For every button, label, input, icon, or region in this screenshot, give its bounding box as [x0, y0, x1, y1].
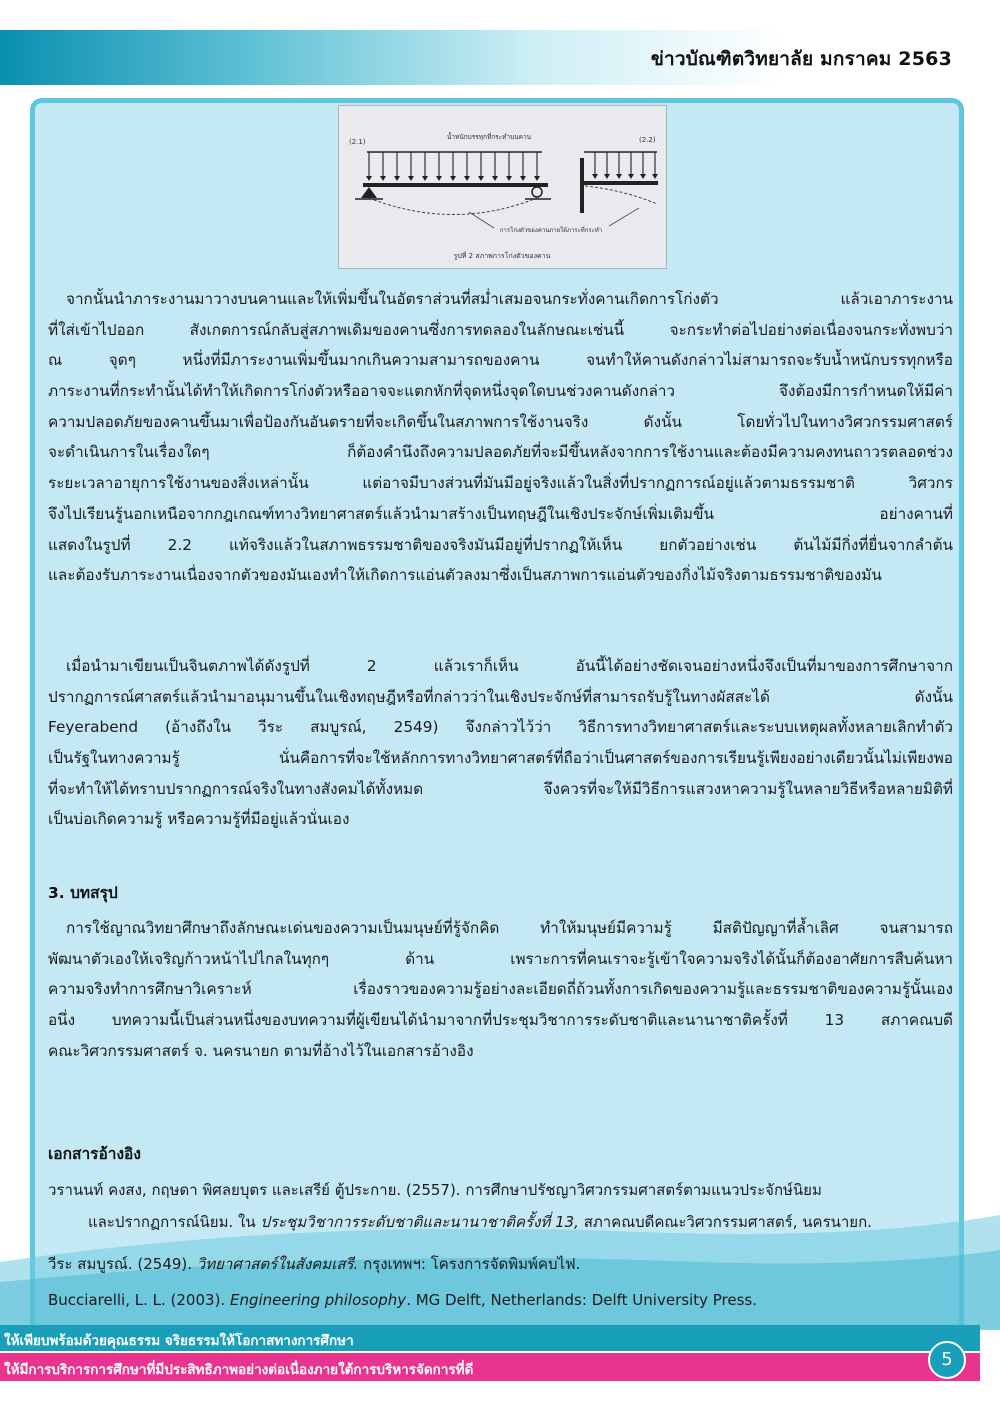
paragraph-line: เป็นรัฐในทางความรู้ นั่นคือการที่จะใช้หลักการทางวิทยาศาสตร์ที่ถือว่าเป็นศาสตร์ของการเรียนรู้เพียงอย่างเดียวนั้นไม่เพียงพอ: [48, 749, 953, 768]
paragraph-line: ภาระงานที่กระทำนั้นได้ทำให้เกิดการโก่งตัวหรืออาจจะแตกหักที่จุดหนึ่งจุดใดบนช่วงคานดังกล่าว จึงต้องมีการกำหนดให้มีค่า: [48, 382, 953, 401]
reference-1-line-1: วรานนท์ คงสง, กฤษดา พิศลยบุตร และเสรีย์ ตู้ประกาย. (2557). การศึกษาปรัชญาวิศวกรรมศาสตร์ตามแนวประจักษ์นิยม: [48, 1181, 822, 1199]
reference-2: [48, 1252, 953, 1276]
reference-text: . MG Delft, Netherlands: Delft University Press.: [406, 1291, 757, 1309]
paragraph-line: ความจริงทำการศึกษาวิเคราะห์ เรื่องราวของความรู้อย่างละเอียดถี่ถ้วนทั้งการเกิดของความรู้และธรรมชาติของความรู้นั้นเอง: [48, 980, 953, 999]
figure-label-right: (2.2): [639, 136, 656, 144]
reference-text: และปรากฏการณ์นิยม. ใน: [88, 1213, 261, 1231]
paragraph-line: อนึ่ง บทความนี้เป็นส่วนหนึ่งของบทความที่ผู้เขียนได้นำมาจากที่ประชุมวิชาการระดับชาติและนานาชาติครั้งที่ 13 สภาคณบดี: [48, 1011, 953, 1030]
paragraph-line: เป็นบ่อเกิดความรู้ หรือความรู้ที่มีอยู่แล้วนั่นเอง: [48, 810, 350, 829]
reference-title: ประชุมวิชาการระดับชาติและนานาชาติครั้งที่ 13,: [260, 1213, 579, 1231]
section-heading-conclusion: 3. บทสรุป: [48, 884, 118, 902]
paragraph-line: ความปลอดภัยของคานขึ้นมาเพื่อป้องกันอันตรายที่จะเกิดขึ้นในสภาพการใช้งานจริง ดังนั้น โดยทั่วไปในทางวิศวกรรมศาสตร์: [48, 412, 953, 431]
paragraph-line: เมื่อนำมาเขียนเป็นจินตภาพได้ดังรูปที่ 2 แล้วเราก็เห็น อันนี้ได้อย่างชัดเจนอย่างหนึ่งจึงเป็นที่มาของการศึกษาจาก: [66, 657, 953, 675]
paragraph-line: แสดงในรูปที่ 2.2 แท้จริงแล้วในสภาพธรรมชาติของจริงมันมีอยู่ที่ปรากฏให้เห็น ยกตัวอย่างเช่น ต้นไม้มีกิ่งที่ยื่นจากลำต้น: [48, 535, 953, 554]
paragraph-line: จะดำเนินการในเรื่องใดๆ ก็ต้องคำนึงถึงความปลอดภัยที่จะมีขึ้นหลังจากการใช้งานและต้องมีความคงทนถาวรตลอดช่วง: [48, 443, 953, 462]
paragraph-line: ณ จุดๆ หนึ่งที่มีภาระงานเพิ่มขึ้นมากเกินความสามารถของคาน จนทำให้คานดังกล่าวไม่สามารถจะรับน้ำหนักบรรทุกหรือ: [48, 351, 953, 370]
figure-deflection-label: การโก่งตัวของคานภายใต้ภาระที่กระทำ: [499, 227, 603, 234]
paragraph-line: การใช้ญาณวิทยาศึกษาถึงลักษณะเด่นของความเป็นมนุษย์ที่รู้จักคิด ทำให้มนุษย์มีความรู้ มีสติปัญญาที่ล้ำเลิศ จนสามารถ: [66, 919, 953, 937]
paragraph-line: ระยะเวลาอายุการใช้งานของสิ่งเหล่านั้น แต่อาจมีบางส่วนที่มันมีอยู่จริงแล้วในสิ่งที่ปรากฏการณ์อยู่แล้วตามธรรมชาติ วิศวกร: [48, 474, 953, 493]
figure-load-label: น้ำหนักบรรทุกที่กระทำบนคาน: [446, 133, 532, 141]
paragraph-line: จากนั้นนำภาระงานมาวางบนคานและให้เพิ่มขึ้นในอัตราส่วนที่สม่ำเสมอจนกระทั่งคานเกิดการโก่งตัว แล้วเอาภาระงาน: [66, 290, 953, 308]
paragraph-line: ที่ใส่เข้าไปออก สังเกตการณ์กลับสู่สภาพเดิมของคานซึ่งการทดลองในลักษณะเช่นนี้ จะกระทำต่อไปอย่างต่อเนื่องจนกระทั่งพบว่า: [48, 320, 953, 339]
footer-motto-line-1: ให้เพียบพร้อมด้วยคุณธรรม จริยธรรมให้โอกาสทางการศึกษา: [4, 1333, 354, 1349]
reference-title: Engineering philosophy: [229, 1291, 407, 1309]
paragraph-line: พัฒนาตัวเองให้เจริญก้าวหน้าไปไกลในทุกๆ ด้าน เพราะการที่คนเราจะรู้เข้าใจความจริงได้นั้นก็ต้องอาศัยการสืบค้นหา: [48, 949, 953, 968]
footer-motto-line-2: ให้มีการบริการการศึกษาที่มีประสิทธิภาพอย่างต่อเนื่องภายใต้การบริหารจัดการที่ดี: [4, 1362, 474, 1378]
paragraph-line: ที่จะทำให้ได้ทราบปรากฏการณ์จริงในทางสังคมได้ทั้งหมด จึงควรที่จะให้มีวิธีการแสวงหาความรู้ในหลายวิธีหรือหลายมิติที่: [48, 779, 953, 798]
figure-label-left: (2.1): [349, 138, 366, 146]
paragraph-line: จึงไปเรียนรู้นอกเหนือจากกฎเกณฑ์ทางวิทยาศาสตร์แล้วนำมาสร้างเป็นทฤษฎีในเชิงประจักษ์เพิ่มเติมขึ้น อย่างคานที่: [48, 504, 953, 523]
page-number: 5: [928, 1341, 966, 1379]
reference-text: กรุงเทพฯ: โครงการจัดพิมพ์คบไฟ.: [358, 1255, 581, 1273]
figure-caption: รูปที่ 2 สภาพการโก่งตัวของคาน: [453, 252, 551, 260]
paragraph-line: และต้องรับภาระงานเนื่องจากตัวของมันเองทำให้เกิดการแอ่นตัวลงมาซึ่งเป็นสภาพการแอ่นตัวของกิ่งไม้จริงตามธรรมชาติของมัน: [48, 566, 882, 585]
reference-3: [48, 1291, 953, 1309]
reference-1-line-2: [48, 1210, 993, 1234]
reference-text: Bucciarelli, L. L. (2003).: [48, 1291, 230, 1309]
paragraph-line: คณะวิศวกรรมศาสตร์ จ. นครนายก ตามที่อ้างไว้ในเอกสารอ้างอิง: [48, 1041, 474, 1060]
paragraph-line: Feyerabend (อ้างถึงใน วีระ สมบูรณ์, 2549) จึงกล่าวไว้ว่า วิธีการทางวิทยาศาสตร์และระบบเหตุผลทั้งหลายเลิกทำตัว: [48, 718, 953, 737]
reference-text: วีระ สมบูรณ์. (2549).: [48, 1255, 197, 1273]
reference-text: สภาคณบดีคณะวิศวกรรมศาสตร์, นครนายก.: [578, 1213, 872, 1231]
references-heading: เอกสารอ้างอิง: [48, 1145, 141, 1163]
paragraph-line: ปรากฏการณ์ศาสตร์แล้วนำมาอนุมานขึ้นในเชิงทฤษฎีหรือที่กล่าวว่าในเชิงประจักษ์ที่สามารถรับรู้ในทางผัสสะได้ ดังนั้น: [48, 687, 953, 706]
reference-title: วิทยาศาสตร์ในสังคมเสรี.: [196, 1255, 359, 1273]
header-title: ข่าวบัณฑิตวิทยาลัย มกราคม 2563: [650, 48, 952, 70]
